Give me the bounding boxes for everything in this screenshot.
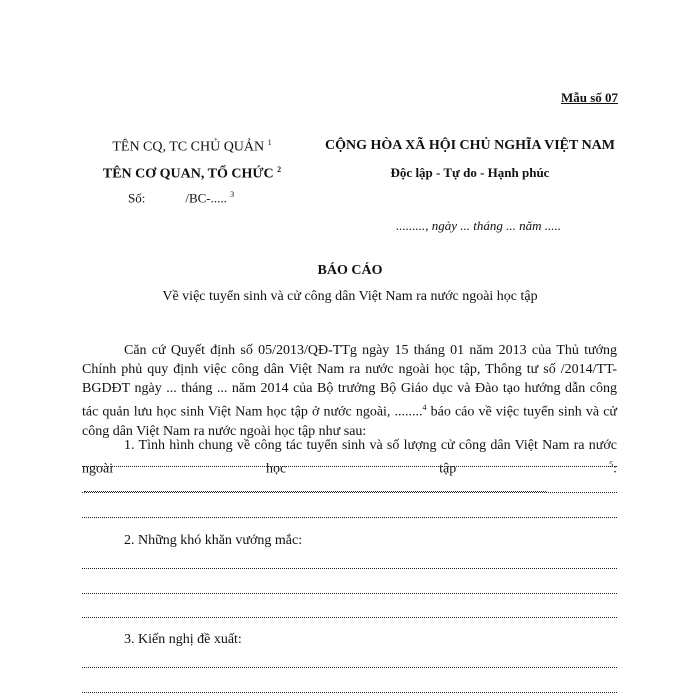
- date-line: ........., ngày ... tháng ... năm .....: [396, 218, 562, 233]
- fill-line: [82, 492, 617, 493]
- fill-line: [82, 466, 617, 467]
- intro-paragraph: Căn cứ Quyết định số 05/2013/QĐ-TTg ngày 15 tháng 01 năm 2013 của Thủ tướng Chính phủ quy định việc công dân Việt Nam ra nước ngoài học tập, Thông tư số /2014/TT-BGDĐT ngày ... tháng ... năm 2014 của Bộ trưởng Bộ Giáo dục và Đào tạo hướng dẫn công tác quản lưu học sinh Việt Nam học tập ở nước ngoài, ........$^4$ báo cáo về việc tuyển sinh và cử công dân Việt Nam ra nước ngoài học tập như sau:: [82, 343, 617, 439]
- parent-agency-name: TÊN CQ, TC CHỦ QUẢN $^1$: [112, 138, 272, 155]
- section-1: 1. Tình hình chung về công tác tuyển sinh và số lượng cử công dân Việt Nam ra nước ngoài học tập $^5$:: [82, 436, 617, 498]
- country-name: CỘNG HÒA XÃ HỘI CHỦ NGHĨA VIỆT NAM: [324, 138, 615, 153]
- fill-line: [82, 517, 617, 518]
- document-number: Số: /BC-..... $^3$: [128, 190, 235, 206]
- fill-line: [82, 692, 617, 693]
- form-number: Mẫu số 07: [560, 90, 618, 105]
- footnote-ref: 4: [422, 403, 427, 412]
- report-subtitle: Về việc tuyển sinh và cử công dân Việt Nam ra nước ngoài học tập: [162, 289, 538, 304]
- section-3: 3. Kiến nghị đề xuất:: [124, 632, 242, 647]
- fill-line: [82, 667, 617, 668]
- section-2: 2. Những khó khăn vướng mắc:: [124, 533, 303, 548]
- fill-line: [82, 617, 617, 618]
- agency-name: TÊN CƠ QUAN, TỔ CHỨC $^2$: [102, 165, 282, 182]
- footnote-ref: 5: [609, 460, 614, 469]
- national-motto: Độc lập - Tự do - Hạnh phúc: [390, 165, 550, 180]
- footnote-ref: 3: [230, 190, 235, 199]
- footnote-ref: 2: [277, 165, 282, 174]
- fill-line: [82, 593, 617, 594]
- report-title: BÁO CÁO: [317, 263, 383, 278]
- footnote-ref: 1: [267, 138, 272, 147]
- fill-line: [82, 568, 617, 569]
